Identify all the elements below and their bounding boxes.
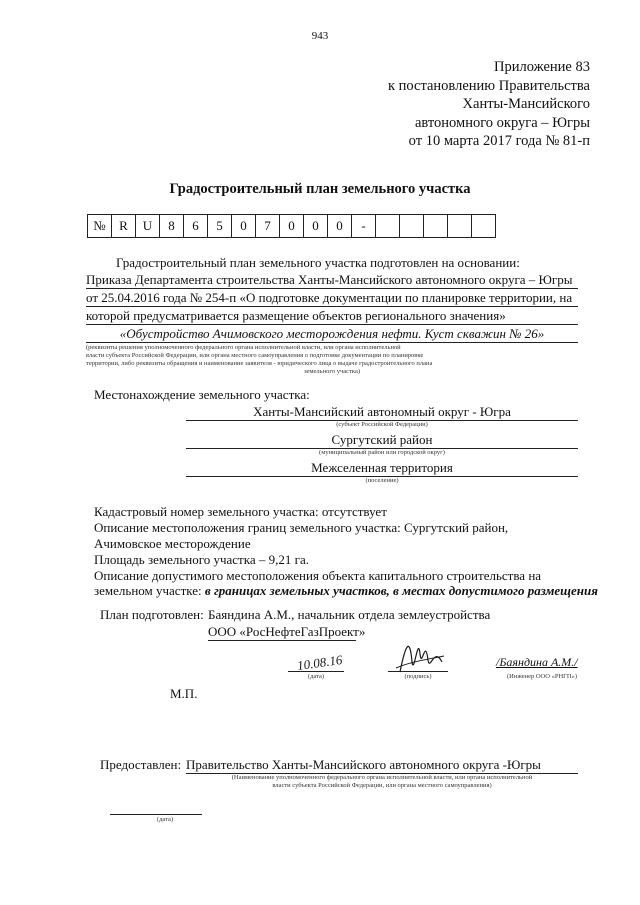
date-line xyxy=(288,671,344,672)
location-subject: Ханты-Мансийский автономный округ - Югра xyxy=(186,404,578,421)
basis-caption-1: (реквизиты решения уполномоченного федерального органа исполнительной власти, или органа исполнительной xyxy=(86,344,401,351)
basis-line-2: от 25.04.2016 года № 254-п «О подготовке документации по планировке территории, на xyxy=(86,290,578,307)
appendix-line-2: к постановлению Правительства xyxy=(388,77,590,94)
signature-caption: (подпись) xyxy=(404,673,432,680)
area-line: Площадь земельного участка – 9,21 га. xyxy=(94,552,309,567)
number-cell: 6 xyxy=(184,215,208,238)
appendix-line-3: Ханты-Мансийского xyxy=(462,96,590,112)
number-cell: 5 xyxy=(208,215,232,238)
provided-caption-1: (Наименование уполномоченного федерального органа исполнительной власти, или органа исполнительной xyxy=(231,774,533,781)
location-label: Местонахождение земельного участка: xyxy=(94,387,310,402)
basis-caption-4: земельного участка) xyxy=(303,368,360,375)
basis-caption-3: территории, либо реквизиты обращения и наименование заявителя - юридического лица о выдаче градостроительного плана xyxy=(86,360,433,367)
date-handwritten: 10.08.16 xyxy=(296,651,344,674)
number-cell: 0 xyxy=(328,215,352,238)
number-cell: 0 xyxy=(232,215,256,238)
page-number: 943 xyxy=(311,30,329,42)
placement-line-2 xyxy=(94,583,598,599)
cadastral-number: Кадастровый номер земельного участка: отсутствует xyxy=(94,504,387,519)
number-cell xyxy=(400,215,424,238)
provided-label: Предоставлен: xyxy=(100,757,182,772)
prepared-line-1: Баяндина А.М., начальник отдела землеустройства xyxy=(208,607,491,622)
number-cell: - xyxy=(352,215,376,238)
signature-line xyxy=(388,671,448,672)
name-caption: (Инженер ООО «РНГП») xyxy=(507,673,577,680)
name-handwritten: /Баяндина А.М./ xyxy=(496,655,578,669)
number-cell xyxy=(376,215,400,238)
provided-date-caption: (дата) xyxy=(156,816,174,823)
number-cell: 7 xyxy=(256,215,280,238)
number-cell xyxy=(424,215,448,238)
boundaries-line-2: Ачимовское месторождение xyxy=(94,536,251,551)
plan-number-grid xyxy=(87,214,496,238)
appendix-line-4: автономного округа – Югры xyxy=(414,114,590,131)
number-cell xyxy=(472,215,496,238)
number-cell xyxy=(448,215,472,238)
appendix-line-1: Приложение 83 xyxy=(494,59,590,75)
location-district: Сургутский район xyxy=(186,432,578,449)
prepared-label: План подготовлен: xyxy=(100,607,204,622)
prepared-line-2: ООО «РосНефтеГазПроект» xyxy=(208,624,366,639)
placement-prefix: земельном участке: xyxy=(94,583,202,598)
number-cell: 0 xyxy=(280,215,304,238)
provided-date-line xyxy=(110,814,202,815)
placement-value: в границах земельных участков, в местах допустимого размещения xyxy=(204,583,598,598)
location-settlement: Межселенная территория xyxy=(186,460,578,477)
document-title: Градостроительный план земельного участка xyxy=(169,181,471,197)
number-cell: R xyxy=(112,215,136,238)
number-cell: U xyxy=(136,215,160,238)
stamp-place: М.П. xyxy=(170,686,198,701)
basis-line-3: которой предусматривается размещение объектов регионального значения» xyxy=(86,308,578,325)
basis-line-1: Приказа Департамента строительства Ханты-Мансийского автономного округа – Югры xyxy=(86,272,578,289)
settlement-caption: (поселение) xyxy=(365,477,399,484)
subject-caption: (субъект Российской Федерации) xyxy=(336,421,428,428)
number-cell: № xyxy=(88,215,112,238)
placement-line-1: Описание допустимого местоположения объекта капитального строительства на xyxy=(94,568,542,583)
boundaries-line-1: Описание местоположения границ земельного участка: Сургутский район, xyxy=(94,520,509,535)
basis-caption xyxy=(86,344,578,376)
number-cell: 8 xyxy=(160,215,184,238)
number-cell: 0 xyxy=(304,215,328,238)
basis-line-4: «Обустройство Ачимовского месторождения нефти. Куст скважин № 26» xyxy=(86,326,578,343)
appendix-line-5: от 10 марта 2017 года № 81-п xyxy=(408,133,590,149)
basis-caption-2: власти субъекта Российской Федерации, или органа местного самоуправления о подготовке документации по планировке xyxy=(86,352,424,359)
district-caption: (муниципальный район или городской округ) xyxy=(319,449,445,456)
date-caption: (дата) xyxy=(307,673,325,680)
basis-intro: Градостроительный план земельного участка подготовлен на основании: xyxy=(116,255,520,270)
provided-caption-2: власти субъекта Российской Федерации, или органа местного самоуправления) xyxy=(272,782,492,789)
provided-caption xyxy=(186,774,578,790)
appendix-block xyxy=(388,58,590,151)
provided-value: Правительство Ханты-Мансийского автономного округа -Югры xyxy=(186,757,578,774)
